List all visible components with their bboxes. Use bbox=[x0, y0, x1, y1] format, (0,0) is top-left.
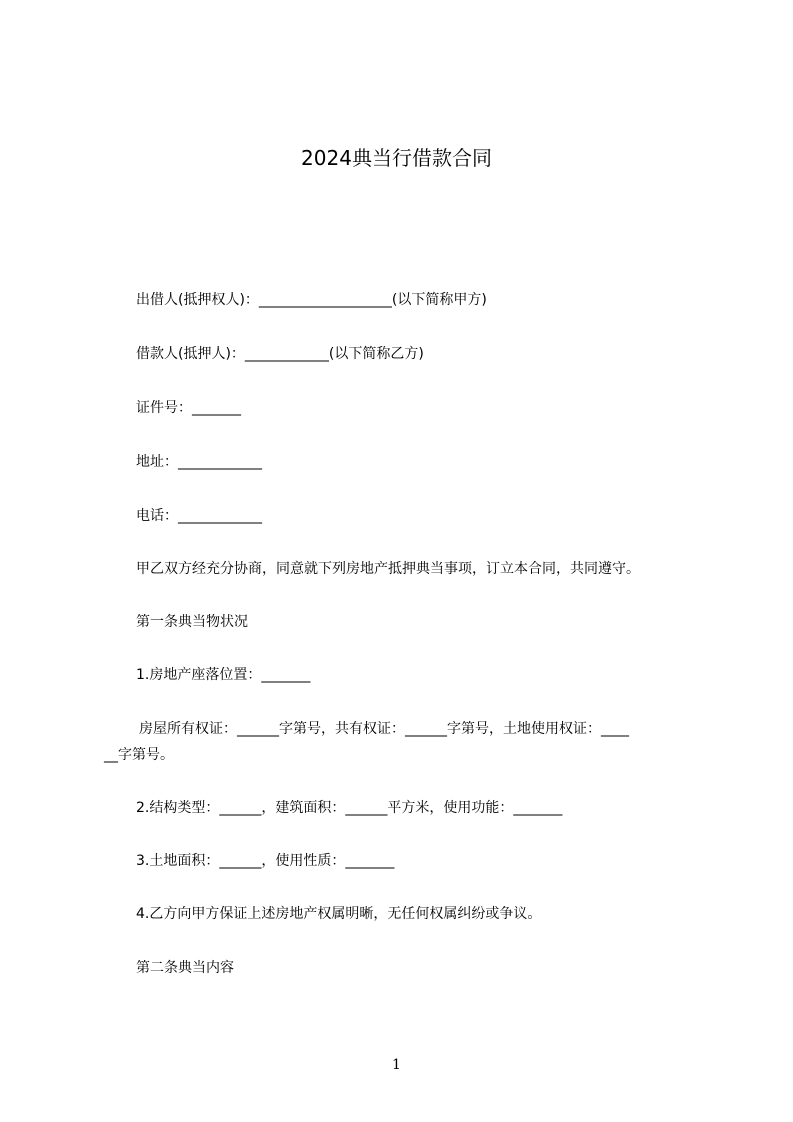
id-number-line: 证件号：_______ bbox=[136, 400, 241, 416]
property-location-line: 1.房地产座落位置：_______ bbox=[136, 667, 311, 683]
borrower-line: 借款人(抵押人)：____________(以下简称乙方) bbox=[136, 346, 424, 362]
ownership-certificate-line: 房屋所有权证：______字第号，共有权证：______字第号，土地使用权证：____ bbox=[139, 721, 629, 737]
page-number: 1 bbox=[392, 1057, 401, 1073]
article-1-heading: 第一条典当物状况 bbox=[136, 614, 248, 630]
guarantee-line: 4.乙方向甲方保证上述房地产权属明晰，无任何权属纠纷或争议。 bbox=[136, 906, 542, 922]
structure-type-line: 2.结构类型：______，建筑面积：______平方米，使用功能：_______ bbox=[136, 800, 563, 816]
phone-line: 电话：____________ bbox=[136, 508, 262, 524]
document-title: 2024典当行借款合同 bbox=[301, 146, 492, 170]
address-line: 地址：____________ bbox=[136, 454, 262, 470]
article-2-heading: 第二条典当内容 bbox=[136, 960, 234, 976]
land-area-line: 3.土地面积：______，使用性质：_______ bbox=[136, 853, 395, 869]
ownership-certificate-continued: __字第号。 bbox=[104, 747, 174, 763]
agreement-paragraph: 甲乙双方经充分协商，同意就下列房地产抵押典当事项，订立本合同，共同遵守。 bbox=[136, 561, 640, 577]
lender-line: 出借人(抵押权人)：___________________(以下简称甲方) bbox=[136, 292, 487, 308]
